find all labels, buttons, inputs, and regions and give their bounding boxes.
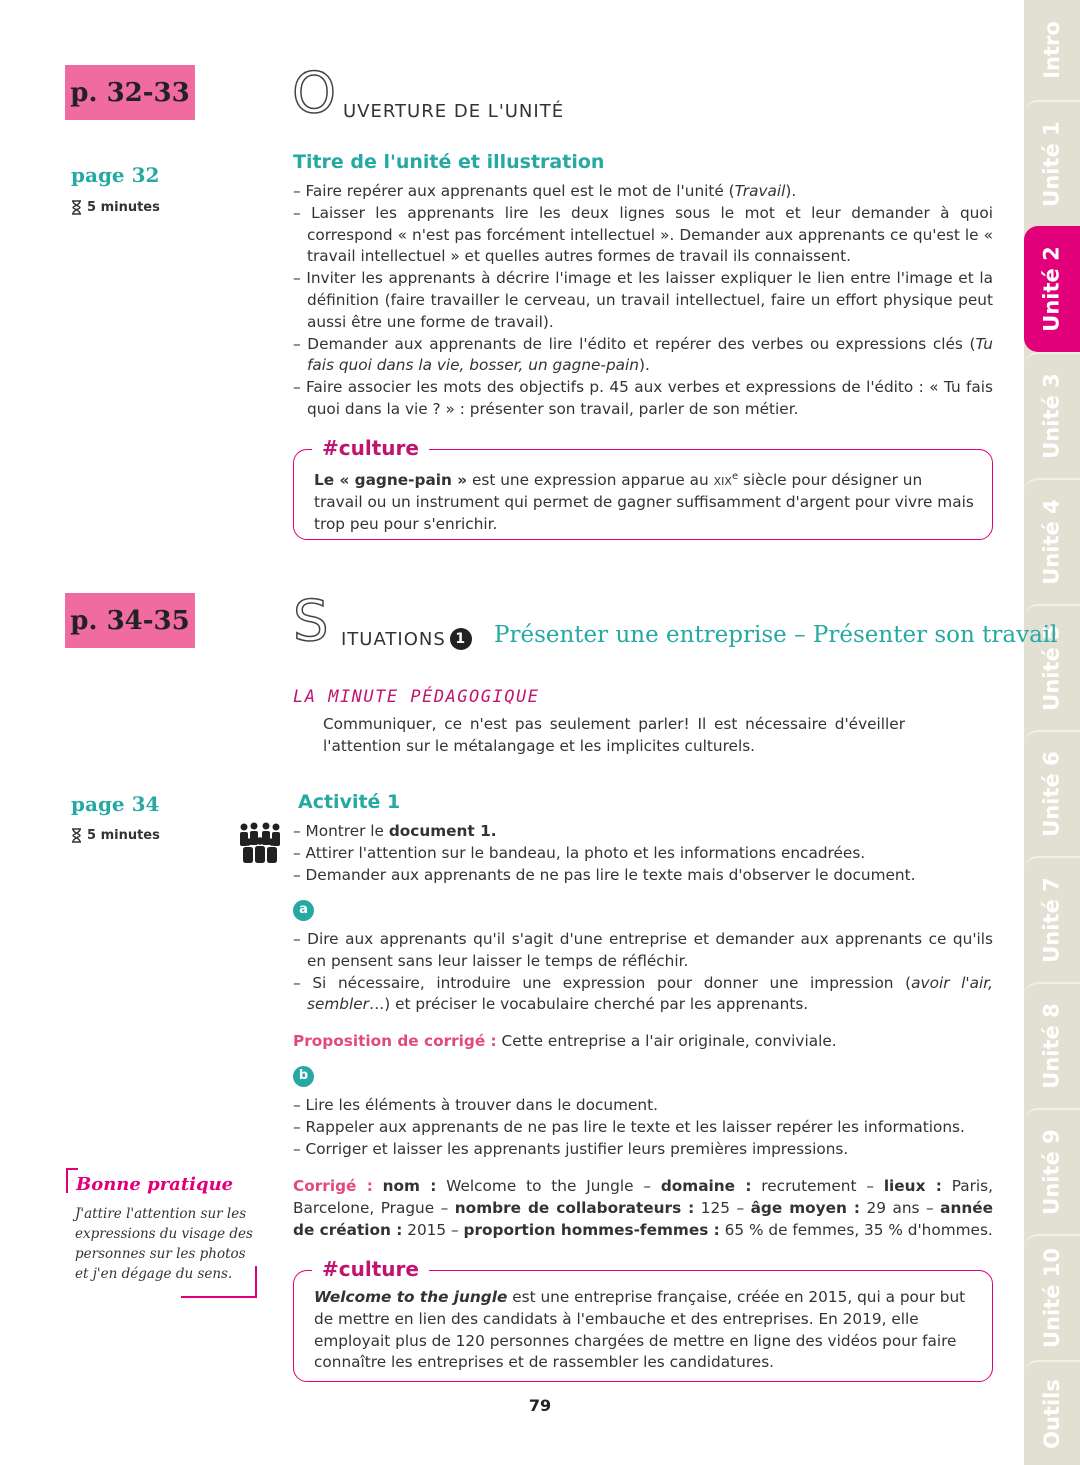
- list-item: – Montrer le document 1.: [293, 822, 497, 840]
- heading-titre-unite: Titre de l'unité et illustration: [293, 151, 605, 173]
- duration-32: 5 minutes: [71, 200, 160, 215]
- list-item: – Dire aux apprenants qu'il s'agit d'une entreprise et demander aux apprenants ce qu'ils en pensent sans leur laisser le temps de réfléchir.: [293, 930, 993, 970]
- culture-tag: #culture: [312, 1257, 429, 1281]
- hourglass-icon: [71, 828, 82, 843]
- list-item: – Attirer l'attention sur le bandeau, la photo et les informations encadrées.: [293, 843, 866, 862]
- list-item: – Si nécessaire, introduire une expression pour donner une impression (avoir l'air, sembler…) et préciser le vocabulaire cherché par les apprenants.: [293, 973, 993, 1014]
- pages-badge-34-35: p. 34-35: [65, 593, 195, 648]
- tab-unite-3[interactable]: Unité 3: [1024, 352, 1080, 478]
- culture-text: Le « gagne-pain » est une expression apparue au xix$^e$ siècle pour désigner un travail ou un instrument qui permet de gagner suffisamment d'argent pour vivre mais trop peu pour s'enrichir.: [314, 471, 974, 533]
- ouverture-instructions: [293, 181, 993, 421]
- list-item: – Demander aux apprenants de lire l'édito et repérer des verbes ou expressions clés (Tu fais quoi dans la vie, bosser, un gagne-pain).: [293, 334, 993, 375]
- list-item: – Inviter les apprenants à décrire l'image et les laisser expliquer le lien entre l'image et la définition (faire travailler le cerveau, un travail intellectuel, faire un effort physique peut aussi être une forme de travail).: [293, 269, 993, 331]
- tab-unite-4[interactable]: Unité 4: [1024, 478, 1080, 604]
- tab-unite-7[interactable]: Unité 7: [1024, 856, 1080, 982]
- duration-34: 5 minutes: [71, 828, 160, 843]
- section-title-ouverture: UVERTURE DE L'UNITÉ: [343, 101, 565, 122]
- tab-unite-8[interactable]: Unité 8: [1024, 982, 1080, 1108]
- page-label-34: page 34: [71, 792, 160, 816]
- culture-text: Welcome to the jungle est une entreprise française, créée en 2015, qui a pour but de mettre en lien des candidats à l'embauche et des entreprises. En 2019, elle employait plus de 120 personnes chargées de mettre en ligne des vidéos pour faire connaître les entreprises et de rassembler les candidatures.: [314, 1288, 966, 1372]
- section-title-situations: ITUATIONS 1: [341, 628, 472, 650]
- part-a-instructions: [293, 929, 993, 1016]
- page-number: 79: [528, 1396, 552, 1415]
- tab-unite-10[interactable]: Unité 10: [1024, 1234, 1080, 1360]
- list-item: – Lire les éléments à trouver dans le document.: [293, 1096, 658, 1114]
- tab-unite-9[interactable]: Unité 9: [1024, 1108, 1080, 1234]
- tab-unite-5[interactable]: Unité 5: [1024, 604, 1080, 730]
- tab-outils[interactable]: Outils: [1024, 1360, 1080, 1465]
- list-item: – Rappeler aux apprenants de ne pas lire le texte et les laisser repérer les informations.: [293, 1117, 965, 1136]
- bonne-pratique-title: Bonne pratique: [76, 1174, 234, 1195]
- culture-tag: #culture: [312, 436, 429, 460]
- unit-tabs: [1024, 0, 1080, 1465]
- list-item: – Corriger et laisser les apprenants justifier leurs premières impressions.: [293, 1139, 849, 1158]
- bonne-pratique-box: [66, 1168, 257, 1298]
- activity-1-title: Activité 1: [298, 791, 401, 813]
- section-initial-o: O: [292, 61, 337, 126]
- part-b-instructions: [293, 1095, 993, 1160]
- list-item: – Faire associer les mots des objectifs p. 45 aux verbes et expressions de l'édito : « Tu fais quoi dans la vie ? » : présenter son travail, parler de son métier.: [293, 378, 993, 418]
- list-item: – Faire repérer aux apprenants quel est le mot de l'unité (Travail).: [293, 182, 797, 200]
- section-initial-s: S: [293, 589, 329, 654]
- culture-box-gagne-pain: [293, 436, 993, 540]
- list-item: – Demander aux apprenants de ne pas lire le texte mais d'observer le document.: [293, 865, 916, 884]
- pages-badge-32-33: p. 32-33: [65, 65, 195, 120]
- part-a-badge: a: [293, 900, 314, 921]
- list-item: – Laisser les apprenants lire les deux lignes sous le mot et leur demander à quoi correspond « n'est pas forcément intellectuel ». Demander aux apprenants ce qu'est le « travail intellectuel » et quelles autres formes de travail ils connaissent.: [293, 203, 993, 266]
- hourglass-icon: [71, 200, 82, 215]
- minute-pedagogique-text: Communiquer, ce n'est pas seulement parler! Il est nécessaire d'éveiller l'attention sur le métalangage et les implicites culturels.: [323, 715, 905, 755]
- tab-intro[interactable]: Intro: [1024, 0, 1080, 100]
- page-label-32: page 32: [71, 163, 160, 187]
- group-work-icon: [236, 822, 284, 864]
- activity-1-intro: [293, 821, 993, 886]
- part-a-corrige: Proposition de corrigé : Cette entreprise a l'air originale, conviviale.: [293, 1032, 837, 1050]
- tab-unite-1[interactable]: Unité 1: [1024, 100, 1080, 226]
- tab-unite-6[interactable]: Unité 6: [1024, 730, 1080, 856]
- situation-number-badge: 1: [450, 628, 472, 650]
- part-b-badge: b: [293, 1066, 314, 1087]
- bonne-pratique-text: J'attire l'attention sur les expressions du visage des personnes sur les photos et j'en dégage du sens.: [75, 1206, 253, 1282]
- part-b-corrige: Corrigé : nom : Welcome to the Jungle – domaine : recrutement – lieux : Paris, Barcelone, Prague – nombre de collaborateurs : 125 – âge moyen : 29 ans – année de création : 2015 – proportion hommes-femmes : 65 % de femmes, 35 % d'hommes.: [293, 1177, 993, 1239]
- culture-box-welcome-jungle: [293, 1257, 993, 1382]
- situation-subtitle: Présenter une entreprise – Présenter son travail: [494, 622, 1058, 648]
- tab-unite-2[interactable]: Unité 2: [1024, 226, 1080, 352]
- minute-pedagogique-title: LA MINUTE PÉDAGOGIQUE: [293, 687, 540, 707]
